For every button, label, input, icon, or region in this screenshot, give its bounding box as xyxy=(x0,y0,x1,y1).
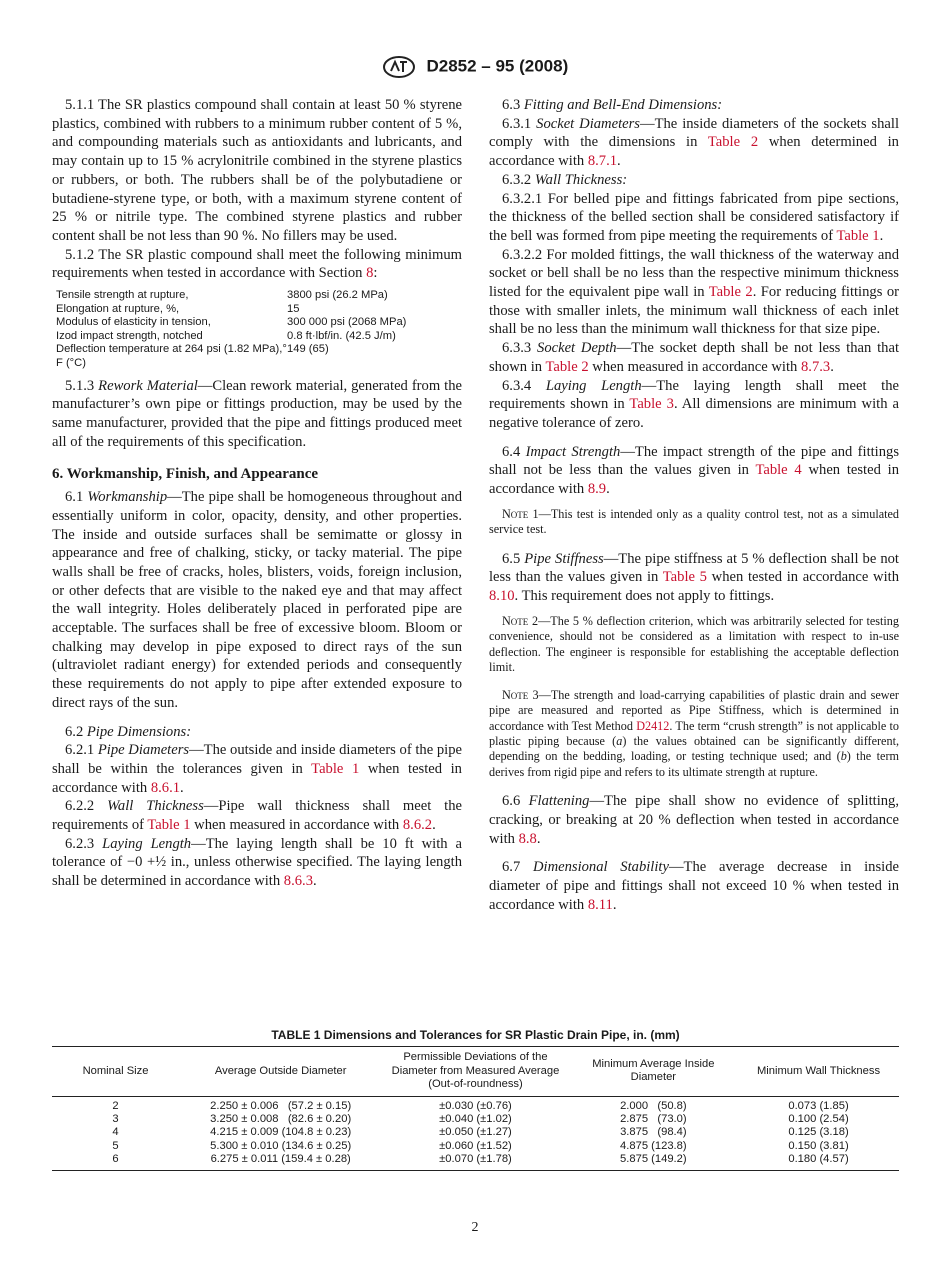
text-run: —The pipe stiffness at 5 % deflection shall be not less than the values given in xyxy=(489,550,899,586)
paragraph xyxy=(489,792,899,848)
italic-text: b xyxy=(840,749,847,764)
text-run: ) the values obtained can be significantly different, depending on the bedding, loading, or testing technique used; and ( xyxy=(489,733,899,764)
paragraph xyxy=(489,339,899,376)
cross-reference-link[interactable]: 8.6.1 xyxy=(150,779,181,796)
paragraph xyxy=(52,797,462,834)
table-cell: 4.875 (123.8) xyxy=(620,1139,687,1152)
text-run: when measured in accordance with xyxy=(588,358,801,375)
table-row xyxy=(52,1096,899,1113)
table-1 xyxy=(52,1028,899,1171)
standard-designation: D2852 – 95 (2008) xyxy=(426,56,569,76)
text-run: —Pipe wall thickness shall meet the requirements of xyxy=(52,798,462,834)
paragraph xyxy=(489,443,899,499)
text-run: 6.3.4 xyxy=(502,377,546,394)
table-cell: 0.150 (3.81) xyxy=(788,1139,849,1152)
table-cell: 2.875 (73.0) xyxy=(620,1112,687,1125)
section-heading xyxy=(52,465,462,484)
table-cell: 2.000 (50.8) xyxy=(620,1099,687,1112)
paragraph xyxy=(52,835,462,891)
cross-reference-link[interactable]: 8.7.3 xyxy=(801,358,831,375)
text-run: 6.2.2 xyxy=(65,798,108,815)
text-run: . All dimensions are minimum with a negative tolerance of zero. xyxy=(489,396,899,431)
italic-text: Wall Thickness xyxy=(107,798,204,815)
note xyxy=(489,688,899,780)
text-run: when tested in accordance with xyxy=(706,569,899,586)
italic-text: a xyxy=(616,733,623,748)
table-row xyxy=(52,1126,899,1139)
cross-reference-link[interactable]: 8.10 xyxy=(489,588,515,605)
property-name: Tensile strength at rupture, xyxy=(56,289,189,302)
cross-reference-link[interactable]: Table 5 xyxy=(662,569,707,586)
paragraph xyxy=(52,96,462,246)
table-caption: TABLE 1 Dimensions and Tolerances for SR Plastic Drain Pipe, in. (mm) xyxy=(271,1028,680,1042)
paragraph xyxy=(489,377,899,433)
paragraph xyxy=(489,550,899,606)
astm-logo-icon xyxy=(382,56,416,78)
cross-reference-link[interactable]: Table 2 xyxy=(545,358,589,375)
table-cell: 5.875 (149.2) xyxy=(620,1153,687,1166)
table-row xyxy=(52,1113,899,1126)
text-run: when measured in accordance with xyxy=(190,817,403,834)
italic-text: Dimensional Stability xyxy=(532,859,669,876)
text-run: 6.6 xyxy=(502,793,529,810)
text-run: 5.1.1 The SR plastics compound shall contain at least 50 % styrene plastics, combined with rubbers to a minimum rubber content of 5 %, and compounding materials such as antioxidants and lubricants, and may contain up to 15 % acrylonitrile combined in the styrene plastics or rubbers, or both. The rubbers shall be of the polybutadiene or butadiene-styrene type, or both, with a maximum styrene content of 25 % or nitrile type. The combined styrene plastics and rubber content shall be not less than 90 %. No fillers may be used. xyxy=(52,97,462,244)
table-cell: 2.250 ± 0.006 (57.2 ± 0.15) xyxy=(210,1099,352,1112)
text-run: : xyxy=(373,265,378,282)
column-header: Minimum Wall Thickness xyxy=(738,1047,899,1097)
text-run: when tested in accordance with xyxy=(489,462,899,498)
cross-reference-link[interactable]: 8.7.1 xyxy=(587,153,618,170)
paragraph xyxy=(52,741,462,797)
italic-text: Socket Diameters xyxy=(536,115,640,132)
text-run: —The pipe shall show no evidence of splitting, cracking, or breaking at 20 % deflection when tested in accordance with xyxy=(489,793,899,847)
text-run: 6.3.2.1 For belled pipe and fittings fabricated from pipe sections, the thickness of the belled section shall be considered satisfactory if the bell was formed from pipe meeting the requirements of xyxy=(489,190,899,244)
italic-text: Socket Depth xyxy=(537,340,617,357)
text-run: —The average decrease in inside diameter of pipe and fittings shall not exceed 10 % when tested in accordance with xyxy=(489,859,899,913)
italic-text: Impact Strength xyxy=(525,443,621,460)
property-row xyxy=(56,303,406,317)
right-column xyxy=(489,96,899,915)
italic-text: Rework Material xyxy=(98,377,198,394)
table-cell: 3 xyxy=(112,1112,119,1125)
italic-text: Laying Length xyxy=(545,377,642,394)
text-run: ) the term derives from rigid pipe and refers to its ultimate strength at rupture. xyxy=(489,749,899,779)
text-run: 6.3.2 xyxy=(502,171,535,188)
table-cell: 6.275 ± 0.011 (159.4 ± 0.28) xyxy=(210,1153,351,1166)
cross-reference-link[interactable]: Table 2 xyxy=(707,134,759,151)
text-run: 6. Workmanship, Finish, and Appearance xyxy=(52,466,319,483)
table-cell: 4.215 ± 0.009 (104.8 ± 0.23) xyxy=(210,1126,352,1139)
note xyxy=(489,614,899,676)
cross-reference-link[interactable]: 8.9 xyxy=(587,481,607,498)
property-row xyxy=(56,343,406,370)
column-header: Minimum Average Inside Diameter xyxy=(569,1047,738,1097)
cross-reference-link[interactable]: Table 1 xyxy=(147,817,191,834)
cross-reference-link[interactable]: D2412 xyxy=(636,718,670,733)
text-run: 6.3.2.2 For molded fittings, the wall thickness of the waterway and socket or bell shall be no less than the respective minimum thickness listed for the equivalent pipe wall in xyxy=(489,246,899,301)
text-run: 6.7 xyxy=(502,859,533,876)
text-run: —The laying length shall meet the requirements shown in xyxy=(489,377,900,413)
paragraph xyxy=(52,488,462,712)
italic-text: Pipe Diameters xyxy=(97,742,190,759)
property-value: 3800 psi (26.2 MPa) xyxy=(287,289,388,302)
text-run: . For reducing fittings or those with smaller inlets, the minimum wall thickness of each inlet shall be no less than the minimum wall thickness for that size pipe. xyxy=(489,284,899,338)
text-run: 6.3.3 xyxy=(502,340,538,357)
note-label: Note xyxy=(502,613,529,628)
table-cell: 0.073 (1.85) xyxy=(788,1099,849,1112)
text-run: when determined in accordance with xyxy=(489,134,899,170)
paragraph xyxy=(489,171,899,190)
page-header xyxy=(0,56,950,78)
table-cell: ±0.030 (±0.76) xyxy=(439,1099,512,1112)
note xyxy=(489,507,899,538)
text-run: —The laying length shall be 10 ft with a tolerance of −0 +½ in., unless otherwise specified. The laying length shall be determined in accordance with xyxy=(52,835,462,890)
property-name: Izod impact strength, notched xyxy=(56,329,203,342)
cross-reference-link[interactable]: 8.6.2 xyxy=(402,817,433,834)
italic-text: Wall Thickness: xyxy=(534,171,628,188)
note-label: Note xyxy=(502,687,529,702)
italic-text: Pipe Dimensions: xyxy=(86,723,192,740)
text-run: 6.3.1 xyxy=(502,115,537,132)
cross-reference-link[interactable]: Table 1 xyxy=(836,227,880,244)
text-run: 6.2 xyxy=(65,723,87,740)
property-value: 0.8 ft·lbf/in. (42.5 J/m) xyxy=(287,329,396,342)
text-run: . xyxy=(617,153,621,170)
paragraph xyxy=(489,246,899,340)
paragraph xyxy=(52,377,462,452)
column-header: Nominal Size xyxy=(52,1047,179,1097)
table-cell: ±0.040 (±1.02) xyxy=(439,1112,512,1125)
text-run: 6.3 xyxy=(502,97,524,113)
text-run: . xyxy=(312,873,317,890)
property-value: 149 (65) xyxy=(287,343,329,356)
paragraph xyxy=(52,723,462,742)
text-run: —The impact strength of the pipe and fittings shall not be less than the values given in xyxy=(489,443,900,479)
cross-reference-link[interactable]: Table 3 xyxy=(629,396,674,413)
table-cell: 0.180 (4.57) xyxy=(788,1153,849,1166)
text-run: 6.4 xyxy=(502,443,526,460)
table-cell: 5 xyxy=(112,1139,119,1152)
cross-reference-link[interactable]: Table 4 xyxy=(755,462,802,479)
text-run: . xyxy=(536,830,541,847)
table-row xyxy=(52,1140,899,1153)
italic-text: Pipe Stiffness xyxy=(524,550,604,567)
text-run: 5.1.2 The SR plastic compound shall meet the following minimum requirements when tested in accordance with Section xyxy=(52,246,462,282)
cross-reference-link[interactable]: 8 xyxy=(366,265,374,282)
text-run: 6.2.1 xyxy=(65,742,98,759)
text-run: 6.5 xyxy=(502,550,525,567)
table-cell: ±0.050 (±1.27) xyxy=(439,1126,512,1139)
table-cell: 5.300 ± 0.010 (134.6 ± 0.25) xyxy=(210,1139,352,1152)
text-run: —The pipe shall be homogeneous throughout and essentially uniform in color, opacity, density, and other properties. The inside and outside surfaces shall be semimatte or glossy in appearance and free of chalking, sticky, or tacky material. The pipe walls shall be free of cracks, holes, blisters, voids, foreign inclusion, or other defects that are visible to the naked eye and that may affect the wall integrity. Holes deliberately placed in perforated pipe are acceptable. The surfaces shall be free of excessive bloom. Bloom or chalking may develop in pipe exposed to direct rays of the sun (ultraviolet radiant energy) for extended periods and consequently these requirements do not apply to pipe after extended exposure to direct rays of the sun. xyxy=(52,489,462,711)
text-run: . xyxy=(879,227,884,244)
page-number: 2 xyxy=(471,1220,479,1235)
column-header: Permissible Deviations of the Diameter from Measured Average (Out-of-roundness) xyxy=(382,1047,568,1097)
cross-reference-link[interactable]: 8.11 xyxy=(587,896,613,913)
text-run: —The socket depth shall be not less than that shown in xyxy=(489,340,900,375)
property-row xyxy=(56,289,406,303)
property-row xyxy=(56,330,406,344)
paragraph xyxy=(52,246,462,283)
italic-text: Laying Length xyxy=(102,835,192,852)
property-name: Modulus of elasticity in tension, xyxy=(56,316,211,329)
table-cell: 3.875 (98.4) xyxy=(620,1126,687,1139)
text-run: . xyxy=(180,779,184,796)
italic-text: Workmanship xyxy=(87,489,168,506)
cross-reference-link[interactable]: Table 1 xyxy=(311,760,360,777)
paragraph xyxy=(489,96,899,115)
text-run: 6.1 xyxy=(65,489,88,506)
cross-reference-link[interactable]: 8.6.3 xyxy=(283,873,313,890)
paragraph xyxy=(489,115,899,171)
text-run: 1—This test is intended only as a quality control test, not as a simulated service test. xyxy=(489,506,899,537)
left-column xyxy=(52,96,462,891)
properties-table xyxy=(56,289,406,371)
text-run: 5.1.3 xyxy=(65,377,99,394)
table-cell: 4 xyxy=(112,1126,119,1139)
italic-text: Fitting and Bell-End Dimensions: xyxy=(523,97,723,113)
text-run: . xyxy=(612,896,617,913)
italic-text: Flattening xyxy=(528,793,590,810)
text-run: 6.2.3 xyxy=(65,835,103,852)
text-run: —Clean rework material, generated from the manufacturer’s own pipe or fittings production, may be used by the same manufacturer, provided that the pipe and fittings produced meet all of the requirements of this specification. xyxy=(52,377,462,450)
text-run: . This requirement does not apply to fittings. xyxy=(514,588,775,605)
property-name: Deflection temperature at 264 psi (1.82 MPa),° F (°C) xyxy=(56,343,287,369)
property-value: 300 000 psi (2068 MPa) xyxy=(287,316,407,329)
text-run: when tested in accordance with xyxy=(52,760,462,796)
text-run: 3—The strength and load-carrying capabilities of plastic drain and sewer pipe are measured and reported as Pipe Stiffness, which is determined in accordance with Test Method xyxy=(489,687,899,733)
text-run: . xyxy=(830,358,834,375)
text-run: —The inside diameters of the sockets shall comply with the dimensions in xyxy=(489,115,899,151)
paragraph xyxy=(489,858,899,914)
property-row xyxy=(56,316,406,330)
text-run: —The outside and inside diameters of the pipe shall be within the tolerances given in xyxy=(52,742,462,777)
table-cell: ±0.070 (±1.78) xyxy=(439,1153,512,1166)
note-label: Note xyxy=(502,506,529,521)
text-run: . xyxy=(432,817,436,834)
table-row xyxy=(52,1153,899,1170)
property-name: Elongation at rupture, %, xyxy=(56,302,180,315)
table-cell: 2 xyxy=(112,1099,119,1112)
table-cell: 0.100 (2.54) xyxy=(788,1112,849,1125)
table-cell: 3.250 ± 0.008 (82.6 ± 0.20) xyxy=(210,1112,352,1125)
table-cell: 0.125 (3.18) xyxy=(788,1126,849,1139)
cross-reference-link[interactable]: Table 2 xyxy=(708,284,753,301)
text-run: . xyxy=(606,481,610,498)
cross-reference-link[interactable]: 8.8 xyxy=(518,830,537,847)
column-header: Average Outside Diameter xyxy=(179,1047,382,1097)
text-run: 2—The 5 % deflection criterion, which was arbitrarily selected for testing convenience, should not be considered as a limitation with respect to in-use deflection. The engineer is responsible for establishing the acceptable deflection limit. xyxy=(489,613,899,675)
property-value: 15 xyxy=(287,302,300,315)
table-cell: ±0.060 (±1.52) xyxy=(439,1139,512,1152)
table-cell: 6 xyxy=(112,1153,119,1166)
paragraph xyxy=(489,190,899,246)
text-run: . The term “crush strength” is not applicable to plastic piping because ( xyxy=(489,718,899,748)
